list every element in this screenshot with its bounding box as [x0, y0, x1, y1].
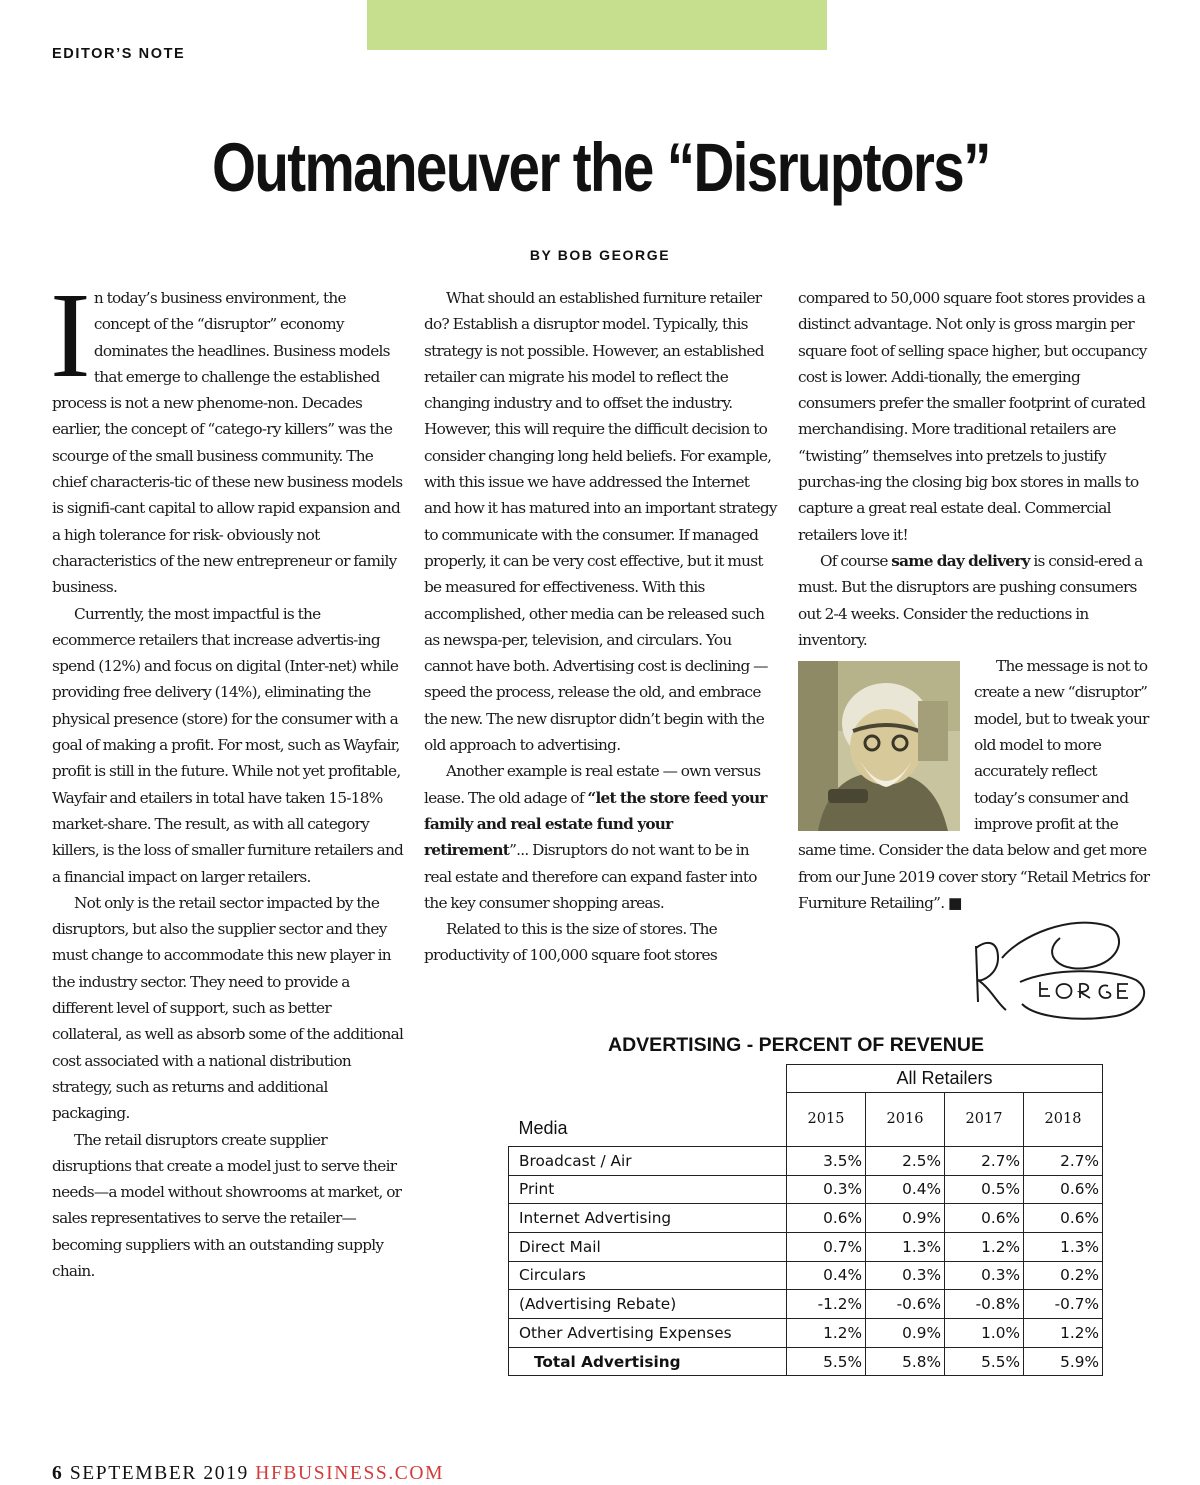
table-cell: 5.5%: [787, 1347, 866, 1376]
byline: BY BOB GEORGE: [529, 247, 671, 263]
table-cell: 0.7%: [787, 1232, 866, 1261]
table-row: [509, 1146, 1103, 1175]
text-run: Another example is real estate — own versus lease. The old adage of: [424, 762, 761, 807]
group-header: All Retailers: [787, 1065, 1103, 1093]
issue-date: SEPTEMBER 2019: [69, 1463, 249, 1484]
article-headline: Outmaneuver the “Disruptors”: [212, 129, 990, 206]
table-title: ADVERTISING - PERCENT OF REVENUE: [608, 1034, 984, 1056]
header-color-tab: [367, 0, 827, 50]
table-cell: 1.3%: [1024, 1232, 1103, 1261]
table-cell: 5.9%: [1024, 1347, 1103, 1376]
table-cell: 1.2%: [1024, 1319, 1103, 1348]
table-cell: 2.5%: [866, 1146, 945, 1175]
table-cell: 1.2%: [945, 1232, 1024, 1261]
bold-quote: “let the store feed your family and real estate fund your retirement: [424, 788, 767, 860]
author-signature: [940, 918, 1152, 1026]
table-row: [509, 1204, 1103, 1233]
table-total-row: [509, 1347, 1103, 1376]
row-label: Internet Advertising: [509, 1204, 787, 1233]
article-column-2: [424, 285, 778, 969]
row-label: Direct Mail: [509, 1232, 787, 1261]
end-mark: ■: [947, 893, 962, 912]
text-run: ”... Disruptors do not want to be in real estate and therefore can expand faster into the key consumer shopping areas.: [424, 841, 757, 912]
paragraph: Currently, the most impactful is the ecommerce retailers that increase advertis-ing spend (12%) and focus on digital (Inter-net) while providing free delivery (14%), eliminating the physical presence (store) for the consumer with a goal of making a profit. For most, such as Wayfair, profit is still in the future. While not yet profitable, Wayfair and etailers in total have taken 15-18% market-share. The result, as with all category killers, is the loss of smaller furniture retailers and a financial impact on larger retailers.: [52, 604, 404, 886]
column-header: 2018: [1024, 1092, 1103, 1146]
bold-phrase: same day delivery: [891, 551, 1030, 570]
table-cell: 1.0%: [945, 1319, 1024, 1348]
section-label: EDITOR’S NOTE: [52, 46, 186, 62]
paragraph: Not only is the retail sector impacted by the disruptors, but also the supplier sector and they must change to accommodate this new player in the industry sector. They need to provide a different level of support, such as better collateral, as well as absorb some of the additional cost associated with a national distribution strategy, such as returns and additional packaging.: [52, 893, 404, 1123]
table-cell: -0.7%: [1024, 1290, 1103, 1319]
table-cell: -1.2%: [787, 1290, 866, 1319]
table-cell: -0.8%: [945, 1290, 1024, 1319]
page-footer: [52, 1463, 444, 1485]
paragraph: compared to 50,000 square foot stores provides a distinct advantage. Not only is gross margin per square foot of selling space higher, but occupancy cost is lower. Addi-tionally, the emerging consumers prefer the smaller footprint of curated merchandising. More traditional retailers are “twisting” themselves into pretzels to justify purchas-ing the closing big box stores in malls to capture a great real estate deal. Commercial retailers love it!: [798, 289, 1147, 544]
table-cell: 0.6%: [1024, 1204, 1103, 1233]
table-cell: 0.6%: [1024, 1175, 1103, 1204]
column-header: 2015: [787, 1092, 866, 1146]
table-row: [509, 1232, 1103, 1261]
site-name: HFBUSINESS.COM: [255, 1463, 445, 1484]
advertising-table: [508, 1064, 1103, 1376]
row-header-label: Media: [509, 1092, 787, 1146]
table-row: [509, 1175, 1103, 1204]
table-cell: 5.5%: [945, 1347, 1024, 1376]
table-cell: 1.2%: [787, 1319, 866, 1348]
text-run: The message is not to create a new “disruptor” model, but to tweak your old model to more accurately reflect today’s consumer and improve profit at the same time. Consider the data below and get more from our June 2019 cover story “Retail Metrics for Furniture Retailing”.: [798, 657, 1150, 912]
table-cell: 0.3%: [866, 1261, 945, 1290]
row-label: Broadcast / Air: [509, 1146, 787, 1175]
column-header: 2016: [866, 1092, 945, 1146]
paragraph: What should an established furniture retailer do? Establish a disruptor model. Typically, this strategy is not possible. However, an established retailer can migrate his model to reflect the changing industry and to offset the industry. However, this will require the difficult decision to consider changing long held beliefs. For example, with this issue we have addressed the Internet and how it has matured into an important strategy to communicate with the consumer. If managed properly, it can be very cost effective, but it must be measured for effectiveness. With this accomplished, other media can be released such as newspa-per, television, and circulars. You cannot have both. Advertising cost is declining — speed the process, release the old, and embrace the new. The new disruptor didn’t begin with the old approach to advertising.: [424, 289, 777, 755]
row-label: Print: [509, 1175, 787, 1204]
table-cell: 0.9%: [866, 1204, 945, 1233]
row-label: Total Advertising: [509, 1347, 787, 1376]
table-cell: 0.6%: [945, 1204, 1024, 1233]
column-header: 2017: [945, 1092, 1024, 1146]
article-column-3: [798, 285, 1150, 916]
page-number: 6: [52, 1463, 64, 1484]
table-cell: 0.9%: [866, 1319, 945, 1348]
table-cell: 0.2%: [1024, 1261, 1103, 1290]
table-cell: -0.6%: [866, 1290, 945, 1319]
paragraph: [798, 548, 1150, 653]
paragraph: n today’s business environment, the concept of the “disruptor” economy dominates the headlines. Business models that emerge to challenge the established process is not a new phenome-non. Decades earlier, the concept of “catego-ry killers” was the scourge of the small business community. The chief characteris-tic of these new business models is signifi-cant capital to allow rapid expansion and a high tolerance for risk- obviously not characteristics of the new entrepreneur or family business.: [52, 289, 403, 597]
table-row: [509, 1319, 1103, 1348]
row-label: Other Advertising Expenses: [509, 1319, 787, 1348]
table-row: [509, 1290, 1103, 1319]
table-cell: 1.3%: [866, 1232, 945, 1261]
table-row: [509, 1261, 1103, 1290]
table-cell: 0.3%: [787, 1175, 866, 1204]
table-cell: 0.6%: [787, 1204, 866, 1233]
text-run: Of course: [820, 551, 892, 570]
article-column-1: [50, 268, 404, 1284]
row-label: (Advertising Rebate): [509, 1290, 787, 1319]
paragraph: The retail disruptors create supplier disruptions that create a model just to serve their needs—a model without showrooms at market, or sales representatives to serve the retailer— becoming suppliers with an outstanding supply chain.: [52, 1130, 402, 1280]
author-portrait: [798, 661, 960, 831]
table-cell: 2.7%: [945, 1146, 1024, 1175]
table-cell: 0.4%: [787, 1261, 866, 1290]
row-label: Circulars: [509, 1261, 787, 1290]
blank-cell: [509, 1065, 787, 1093]
table-cell: 5.8%: [866, 1347, 945, 1376]
table-cell: 2.7%: [1024, 1146, 1103, 1175]
paragraph: [798, 653, 1150, 916]
text-run: is consid-ered a must. But the disruptors are pushing consumers out 2-4 weeks. Consider the reductions in inventory.: [798, 551, 1143, 649]
table-cell: 0.3%: [945, 1261, 1024, 1290]
table-cell: 0.4%: [866, 1175, 945, 1204]
table-group-header-row: [509, 1065, 1103, 1093]
paragraph: [424, 758, 778, 916]
drop-cap: I: [50, 268, 90, 403]
table-cell: 3.5%: [787, 1146, 866, 1175]
paragraph: Related to this is the size of stores. The productivity of 100,000 square foot stores: [424, 920, 717, 965]
table-year-row: [509, 1092, 1103, 1146]
table-cell: 0.5%: [945, 1175, 1024, 1204]
